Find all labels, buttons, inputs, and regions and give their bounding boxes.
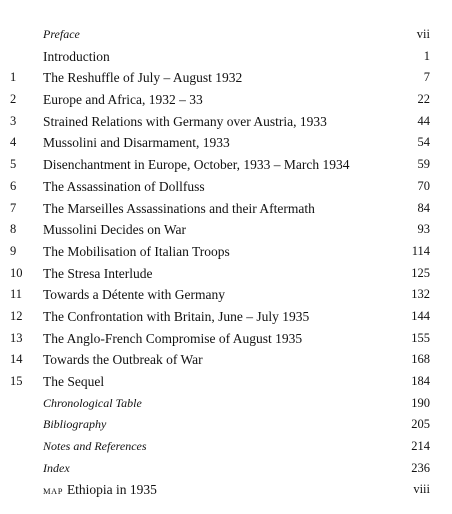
toc-entry	[0, 306, 452, 328]
entry-title	[43, 154, 350, 176]
entry-title-text: Notes and References	[43, 439, 147, 454]
page-number: 132	[411, 287, 430, 302]
page-number: 205	[411, 417, 430, 432]
page-number: 144	[411, 308, 430, 323]
toc-entry	[0, 479, 452, 501]
toc-entry	[0, 393, 452, 415]
toc-entry	[0, 46, 452, 68]
entry-title-text: The Sequel	[43, 374, 105, 389]
entry-title	[43, 24, 80, 46]
chapter-number: 9	[10, 243, 17, 258]
page-number: 84	[417, 200, 430, 215]
page-number: 1	[423, 48, 430, 63]
chapter-number: 8	[10, 222, 17, 237]
page-number: 214	[411, 439, 430, 454]
chapter-number: 2	[10, 92, 17, 107]
toc-entry	[0, 349, 452, 371]
toc-entry	[0, 371, 452, 393]
entry-title	[43, 219, 186, 241]
chapter-number: 14	[10, 352, 23, 367]
toc-entry	[0, 198, 452, 220]
toc-entry	[0, 89, 452, 111]
entry-title-text: Chronological Table	[43, 395, 142, 410]
entry-title	[43, 436, 147, 458]
toc-entry	[0, 219, 452, 241]
entry-title	[43, 458, 70, 480]
entry-title-text: Strained Relations with Germany over Austria, 1933	[43, 113, 327, 129]
page-number: vii	[416, 27, 430, 41]
entry-title-text: The Confrontation with Britain, June – July 1935	[43, 308, 310, 324]
toc-entry	[0, 328, 452, 350]
chapter-number: 4	[10, 135, 17, 150]
page-number: 70	[417, 178, 430, 193]
entry-title	[43, 371, 104, 393]
entry-title	[43, 479, 157, 503]
toc-entry	[0, 284, 452, 306]
entry-title	[43, 414, 106, 436]
entry-title-text: Europe and Africa, 1932 – 33	[43, 92, 203, 108]
entry-title	[43, 132, 230, 154]
entry-title-text: The Anglo-French Compromise of August 1935	[43, 330, 303, 346]
entry-title-text: Towards a Détente with Germany	[43, 287, 225, 303]
toc-entry	[0, 263, 452, 285]
chapter-number: 15	[10, 374, 23, 388]
chapter-number: 12	[10, 308, 23, 323]
entry-title	[43, 349, 203, 371]
toc-entry	[0, 132, 452, 154]
page-number: 168	[411, 352, 430, 367]
entry-title	[43, 241, 230, 263]
toc-entry	[0, 176, 452, 198]
entry-title-text: The Stresa Interlude	[43, 265, 153, 281]
chapter-number: 3	[10, 113, 17, 128]
toc-entry	[0, 24, 452, 46]
entry-title	[43, 67, 242, 89]
chapter-number: 7	[10, 200, 17, 215]
toc-entry	[0, 241, 452, 263]
toc-entry	[0, 436, 452, 458]
entry-title-text: Mussolini and Disarmament, 1933	[43, 135, 230, 151]
entry-title-text: Disenchantment in Europe, October, 1933 – March 1934	[43, 157, 350, 173]
entry-title-text: Index	[43, 460, 70, 475]
entry-title	[43, 198, 315, 220]
page-number: 54	[417, 135, 430, 150]
page-number: 155	[411, 330, 430, 345]
entry-title	[43, 263, 152, 285]
entry-title-text: The Mobilisation of Italian Troops	[43, 243, 230, 259]
toc-entry	[0, 111, 452, 133]
entry-prefix: MAP	[43, 486, 63, 497]
page-number: 22	[417, 92, 430, 107]
page-number: 190	[411, 395, 430, 410]
chapter-number: 1	[10, 70, 17, 85]
entry-title-text: Bibliography	[43, 417, 107, 432]
entry-title-text: Mussolini Decides on War	[43, 222, 187, 238]
entry-title-text: The Reshuffle of July – August 1932	[43, 70, 243, 86]
chapter-number: 5	[10, 157, 17, 172]
entry-title	[43, 306, 309, 328]
entry-title-text: The Marseilles Assassinations and their Aftermath	[43, 200, 315, 216]
chapter-number: 13	[10, 330, 23, 345]
entry-title	[43, 89, 203, 111]
entry-title	[43, 176, 205, 198]
entry-title-text: Introduction	[43, 48, 110, 64]
page-number: 7	[423, 70, 430, 85]
table-of-contents	[0, 24, 452, 501]
entry-title-text: Preface	[43, 27, 80, 41]
entry-title-text: The Assassination of Dollfuss	[43, 178, 205, 194]
page-number: 59	[417, 157, 430, 172]
entry-title	[43, 393, 142, 415]
chapter-number: 11	[10, 287, 23, 302]
entry-title	[43, 111, 327, 133]
page-number: 93	[417, 222, 430, 237]
toc-entry	[0, 154, 452, 176]
page-number: 44	[417, 113, 430, 128]
entry-title-text: Towards the Outbreak of War	[43, 352, 203, 368]
chapter-number: 10	[10, 265, 23, 280]
page-number: 184	[411, 374, 430, 388]
page-number: 114	[411, 243, 430, 258]
entry-title	[43, 284, 225, 306]
page-number: viii	[413, 482, 430, 497]
entry-title	[43, 328, 302, 350]
toc-entry	[0, 458, 452, 480]
toc-entry	[0, 67, 452, 89]
page-number: 236	[411, 460, 430, 475]
page-number: 125	[411, 265, 430, 280]
entry-title-text: Ethiopia in 1935	[66, 482, 157, 498]
chapter-number: 6	[10, 178, 17, 193]
entry-title	[43, 46, 110, 68]
toc-entry	[0, 414, 452, 436]
